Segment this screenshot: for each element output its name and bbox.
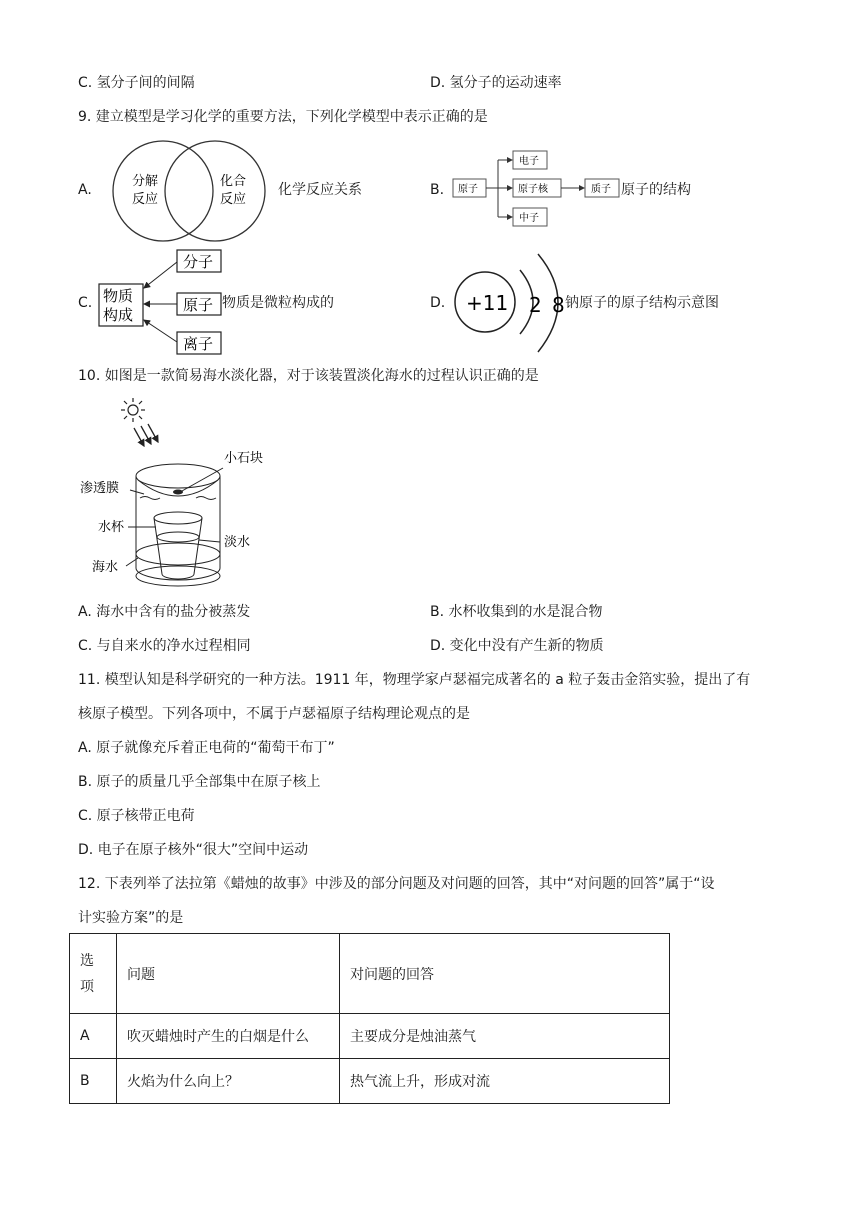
b-nucleus: 原子核 <box>518 184 548 195</box>
q11-option-c: C. 原子核带正电荷 <box>78 808 195 824</box>
q10-option-a: A. 海水中含有的盐分被蒸发 <box>78 604 251 620</box>
b-neutron: 中子 <box>519 213 539 224</box>
c-molecule: 分子 <box>183 253 214 271</box>
q9-a-caption: 化学反应关系 <box>278 182 362 198</box>
q10-option-d: D. 变化中没有产生新的物质 <box>430 638 604 654</box>
venn-right-line2: 反应 <box>220 192 247 207</box>
q10-option-b: B. 水杯收集到的水是混合物 <box>430 604 603 620</box>
row-b-question: 火焰为什么向上？ <box>117 1059 340 1104</box>
q12-stem-line2: 计实验方案”的是 <box>78 910 184 926</box>
c-center-line1: 物质 <box>103 287 134 305</box>
table-row <box>70 1014 670 1059</box>
q8-option-d: D. 氢分子的运动速率 <box>430 75 562 91</box>
q9-b-caption: 原子的结构 <box>621 182 691 198</box>
q11-option-b: B. 原子的质量几乎全部集中在原子核上 <box>78 774 321 790</box>
sodium-atom-diagram <box>450 248 568 358</box>
table-row <box>70 1059 670 1104</box>
substance-composition-diagram <box>97 248 225 358</box>
label-stone: 小石块 <box>224 451 264 466</box>
q9-d-caption: 钠原子的原子结构示意图 <box>565 295 719 311</box>
q9-c-caption: 物质是微粒构成的 <box>222 295 334 311</box>
label-sea: 海水 <box>92 560 119 575</box>
venn-left-line2: 反应 <box>132 192 159 207</box>
q8-option-c: C. 氢分子间的间隔 <box>78 75 195 91</box>
d-shell1: 2 <box>529 293 542 317</box>
venn-left-line1: 分解 <box>132 174 159 189</box>
q9-c-letter: C. <box>78 295 93 311</box>
header-answer: 对问题的回答 <box>340 934 670 1014</box>
table-header-row <box>70 934 670 1014</box>
q9-a-letter: A. <box>78 182 92 198</box>
row-b-answer: 热气流上升，形成对流 <box>340 1059 670 1104</box>
d-shell2: 8 <box>552 293 565 317</box>
c-ion: 离子 <box>183 335 214 353</box>
q10-stem: 10. 如图是一款简易海水淡化器，对于该装置淡化海水的过程认识正确的是 <box>78 368 539 384</box>
q12-stem-line1: 12. 下表列举了法拉第《蜡烛的故事》中涉及的部分问题及对问题的回答，其中“对问题的回答”属于“设 <box>78 876 715 892</box>
label-fresh: 淡水 <box>224 535 251 550</box>
venn-diagram <box>98 138 280 244</box>
row-a-question: 吹灭蜡烛时产生的白烟是什么 <box>117 1014 340 1059</box>
label-cup: 水杯 <box>98 520 125 535</box>
q12-table <box>69 933 670 1104</box>
atom-structure-diagram <box>450 146 622 232</box>
c-atom: 原子 <box>183 296 214 314</box>
q10-option-c: C. 与自来水的净水过程相同 <box>78 638 251 654</box>
b-atom: 原子 <box>458 184 478 195</box>
row-a-answer: 主要成分是烛油蒸气 <box>340 1014 670 1059</box>
b-proton: 质子 <box>591 184 611 195</box>
q11-option-d: D. 电子在原子核外“很大”空间中运动 <box>78 842 309 858</box>
q9-b-letter: B. <box>430 182 445 198</box>
b-electron: 电子 <box>519 156 539 167</box>
sun-icon <box>121 398 145 422</box>
q9-d-letter: D. <box>430 295 446 311</box>
header-option: 选项 <box>70 934 117 1014</box>
q11-stem-line1: 11. 模型认知是科学研究的一种方法。1911 年，物理学家卢瑟福完成著名的 a 粒子轰击金箔实验，提出了有 <box>78 672 751 688</box>
row-b-option: B <box>70 1059 117 1104</box>
q11-stem-line2: 核原子模型。下列各项中，不属于卢瑟福原子结构理论观点的是 <box>78 706 470 722</box>
label-membrane: 渗透膜 <box>80 481 120 496</box>
venn-right-line1: 化合 <box>220 174 247 189</box>
row-a-option: A <box>70 1014 117 1059</box>
d-nucleus: +11 <box>466 291 509 315</box>
q9-stem: 9. 建立模型是学习化学的重要方法，下列化学模型中表示正确的是 <box>78 109 488 125</box>
desalination-device-diagram <box>78 394 278 590</box>
c-center-line2: 构成 <box>103 306 134 324</box>
header-question: 问题 <box>117 934 340 1014</box>
q11-option-a: A. 原子就像充斥着正电荷的“葡萄干布丁” <box>78 740 335 756</box>
